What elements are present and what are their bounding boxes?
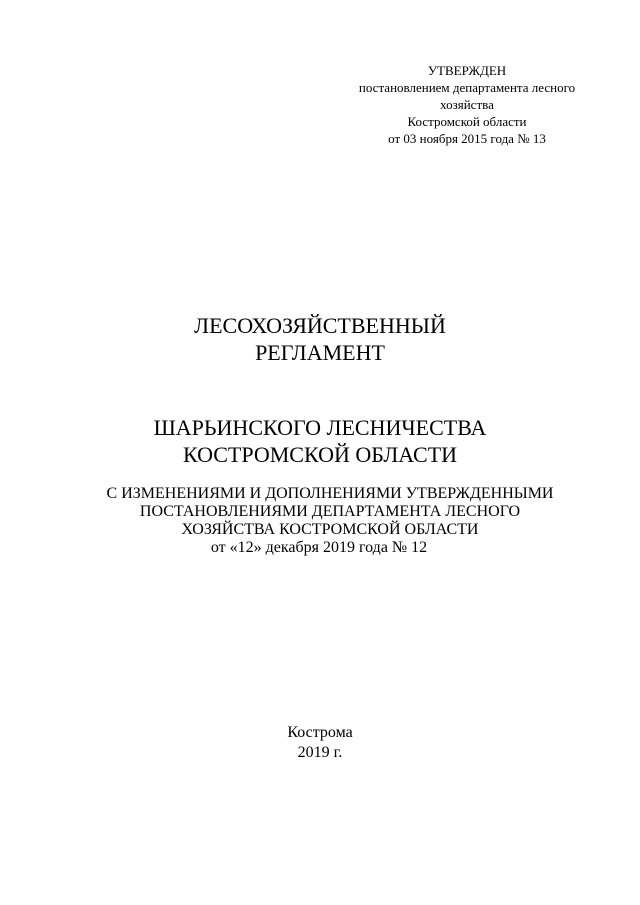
document-title [0,312,640,366]
footer-year: 2019 г. [297,744,343,761]
approval-stamp [337,62,597,147]
amendments-line-1: С ИЗМЕНЕНИЯМИ И ДОПОЛНЕНИЯМИ УТВЕРЖДЕННЫМИ [106,485,554,502]
approval-line-department: хозяйства [440,97,494,112]
forestry-name-line-1: ШАРЬИНСКОГО ЛЕСНИЧЕСТВА [153,415,487,440]
approval-line-date: от 03 ноября 2015 года № 13 [388,131,546,146]
amendments-line-3: ХОЗЯЙСТВА КОСТРОМСКОЙ ОБЛАСТИ [181,521,479,538]
approval-heading: УТВЕРЖДЕН [427,63,507,78]
amendments-note [0,485,640,557]
approval-line-region: Костромской области [407,114,527,129]
amendments-line-2: ПОСТАНОВЛЕНИЯМИ ДЕПАРТАМЕНТА ЛЕСНОГО [139,503,521,520]
document-title-line-1: ЛЕСОХОЗЯЙСТВЕННЫЙ [194,313,446,338]
footer-city: Кострома [287,724,353,741]
amendments-date: от «12» декабря 2019 года № 12 [210,539,428,556]
document-footer [0,723,640,763]
approval-line-authority: постановлением департамента лесного [358,80,576,95]
forestry-name-line-2: КОСТРОМСКОЙ ОБЛАСТИ [182,442,458,467]
document-title-line-2: РЕГЛАМЕНТ [255,340,385,365]
forestry-name [0,414,640,468]
